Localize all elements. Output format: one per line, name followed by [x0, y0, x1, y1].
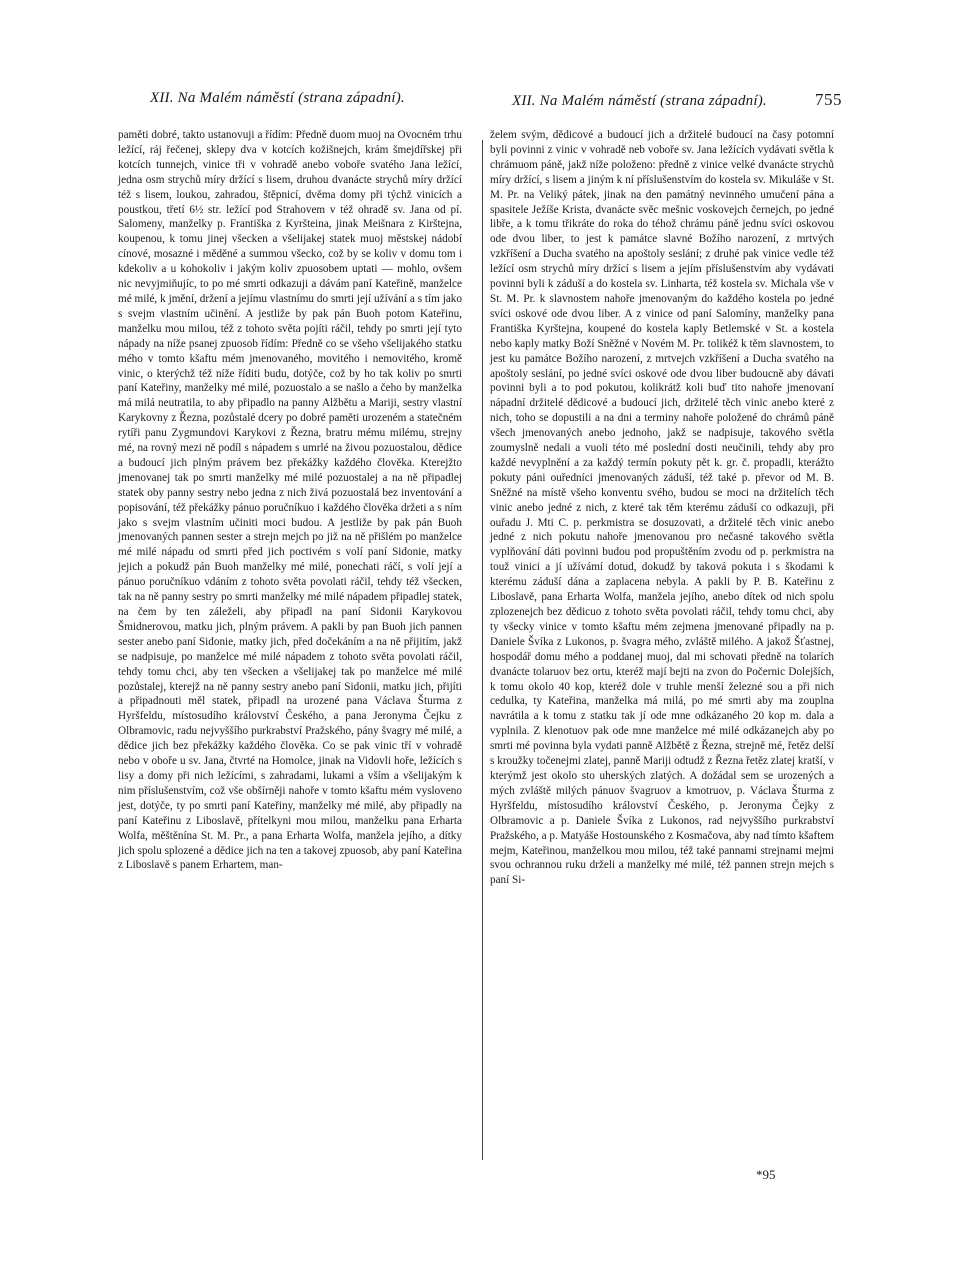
- right-column: [490, 128, 834, 888]
- left-column: [118, 128, 462, 873]
- running-head-left: [150, 90, 480, 107]
- left-column-text: paměti dobré, takto ustanovuji a řídím: Předně duom muoj na Ovocném trhu ležící, ráj řečenej, sklepy dva v kotcích kožišnejch, krám šmejdířskej při kotcích tunnejch, vinice tři v vohradě anebo voboře svatého Jana ležící, jedna osm strychů míry držící s lisem, druhou dvanácte strychů míry držící též s lisem, loukou, zahradou, štěpnicí, dvěma domy při týchž vinicích a poustkou, třetí 6½ str. ležící pod Strahovem v též ohradě sv. Jana od pí. Salomeny, manželky p. Františka z Kyršteina, jinak Meišnara z Kirštejna, koupenou, k tomu jinej všecken a všelijakej statek muoj městskej nádobí cínové, mosazné i měděné a summou všecko, což by se koliv v domu tom i kdekoliv a u kohokoliv i jakým koliv zpuosobem uptati — mohlo, ovšem nic nevyjmiňujíc, to po mé smrti odkazuji a dávám paní Kateřině, manželce mé milé, k jmění, držení a jejímu vlastnímu do smrti její užívání a s tím jako s svejm vlastním učinění. A jestliže by pak pán Buoh potom Kateřinu, manželku mou milou, též z tohoto světa pojíti ráčil, tehdy po smrti její tyto nápady na níže psanej zpuosob řídím: Předně co se všeho všelijakého statku mého v tomto kšaftu mém jmenovaného, movitého i nemovitého, kromě vinic, o kterýchž též níže říditi budu, dotýče, což by ho tak koliv po smrti paní Kateřiny, manželky mé milé, pozuostalo a se našlo a čeho by manželka má milá neutratila, to aby připadlo na panny Alžbětu a Mariji, sestry vlastní Karykovny z Řezna, pozůstalé dcery po dobré paměti urozeném a statečném rytíři panu Zygmundovi Karykovi z Řezna, bratru mému milému, strejny mé, na rovný mezi ně podíl s nápadem s umrlé na živou pozuostalou, dědice a budoucí jich plným právem bez překážky každého člověka. Kterejžto jmenovanej tak po smrti manželky mé milé pozuostalej a na ně připadlej statek oby panny sestry nebo jedna z nich živá pozuostalá bez inventování a popisování, též překážky pánuo poručníkuo i každého člověka držeti a s ním jako s svejm vlastním učiniti moci budou. A jestliže by pak pán Buoh jmenovaných pannen sester a strejn mejch po již na ně přišlém po manželce mé milé nápadu od smrti před jich poctivém s volí paní Sidonie, matky jejich a pokudž pán Buoh manželky mé milé, ponechati ráčí, s volí její a pánuo poručníkuo vdáním z tohoto světa povolati ráčil, tehdy též všecken, tak na ně panny sestry po smrti manželky mé milé nápadem připadlej statek, na čem by ten záleželi, aby připadl na paní Sidonii Karykovou Šmidnerovou, matku jich, plným právem. A pakli by pan Buoh jich pannen sester anebo paní Sidonie, matky jich, před dočekáním a na ně přijitím, jakž se nadpisuje, po manželce mé milé nápadem z tohoto světa povolati ráčil, tehdy tomu chci, aby ten všecken a všelijakej tak po manželce mé milé pozůstalej, kterejž na ně panny sestry anebo paní Sidonii, matku jich, přijíti a připadnouti měl statek, připadl na urozené pana Václava Šturma z Hyršfeldu, místosudího království Českého, a pana Jeronyma Čejku z Olbramovic, radu nejvyššího purkrabství Pražského, pány švagry mé milé, a dědice jich bez překážky každého člověka. Co se pak vinic tří v vohradě nebo v oboře u sv. Jana, čtvrté na Homolce, jinak na Vidovli hoře, ležících s lisy a domy při nich ležícími, s zahradami, lukami a vším a všelijakým k nim příslušenstvím, což vše obšírněji nahoře v tomto kšaftu mém vysloveno jest, dotýče, ty po smrti paní Kateřiny, manželky mé milé, aby připadly na paní Kateřinu z Liboslavě, přítelkyni mou milou, manželku pana Erharta Wolfa, měštěnína St. M. Pr., a pana Erharta Wolfa, manžela jejího, a dítky jich spolu splozené a dědice jich na ten a takovej zpuosob, aby paní Kateřina z Liboslavě s panem Erhartem, man-: [118, 129, 462, 872]
- running-head-right-text: XII. Na Malém náměstí (strana západní).: [512, 93, 767, 109]
- column-divider: [482, 140, 483, 1160]
- page-number: 755: [815, 90, 842, 109]
- signature-mark: *95: [756, 1167, 776, 1182]
- running-head-right: [512, 90, 842, 110]
- right-column-text: želem svým, dědicové a budoucí jich a držitelé budoucí na časy potomní byli povinni z vinic v vohradě neb voboře sv. Jana ležících vydávati světla k chrámuom páně, jakž níže položeno: předně z vinice velké dvanácte strychů míry držící, s lisem a jiným k ní příslušenstvím do kostela sv. Mikuláše v St. M. Pr. na Veliký pátek, jinak na den památný nevinného umučení pána a spasitele Ježíše Krista, dvanácte svěc mešnic voskovejch černejch, po jedné libře, a k tomu třikráte do roka do téhož chrámu páně jednu svíci oskovou ode dvou liber, to jest k památce slavné Božího narození, z mrtvých vzkříšení a Ducha svatého na apoštoly seslání; z druhé pak vinice vedle též ležící osm strychů míry držící s lisem a jejím příslušenstvím aby vydávati povinni byli k záduší a do kostela sv. Linharta, též kostela sv. Michala vše v St. M. Pr. k slavnostem nahoře jmenovaným do každého kostela po jedné svíci oskové ode dvou liber. A z vinice od paní Salomíny, manželky pana Františka Kyrštejna, koupené do kostela kaply Betlemské v St. a kostela nebo kaply matky Boží Sněžné v Novém M. Pr. tolikéž k těm slavnostem, to jest ku památce Božího narození, z mrtvejch vzkříšení a Ducha svatého na apoštoly seslání, po jedné svíci oskové ode dvou liber budoucně aby dávati povinni byli a to pod pokutou, kolikrátž koli buď tito nahoře jmenovaní nápadní držitelé dědicové a budoucí jich, držitelé těch vinic anebo které z nich, toho se dopustili a na dni a terminy nahoře položené do chrámů páně všech jmenovaných anebo jednoho, jakž se nadpisuje, takového světla zoumyslně nedali a vuoli této mé poslední dosti neučinili, tehdy aby pro každé nevyplnění a za každý termín pokuty pět k. gr. č. propadli, kterážto pokuty páni ouředníci jmenovaných záduší, též také p. převor od M. B. Sněžné na místě všeho konventu svého, budou se moci na držitelích těch vinic anebo jedné z nich, z které tak těm kterému záduší co odkazuji, při ouřadu J. Mti C. p. perkmistra se dosuzovati, a držitelé těch vinic anebo jedné z nich pokutu nahoře jmenovanou pro nečasné takového světla vyplňování dáti povinni budou pod propuštěním zvodu od p. perkmistra na touž vinici a jí užívámí dotud, dokudž by taková pokuta i s škodami k kterému záduší dána a zaplacena nebyla. A pakli by P. B. Kateřinu z Liboslavě, pana Erharta Wolfa, manžela jejího, anebo dítek od nich spolu zplozenejch bez dědicuo z tohoto světa povolati ráčil, tehdy tomu chci, aby ty všecky vinice v tomto kšaftu mém zejmena jmenované připadly na p. Daniele Švíka z Lukonos, p. švagra mého, zvláště milého. A jakož Šťastnej, hospodář domu mého a poddanej muoj, dal mi schovati předně na tolarích dvanácte tolaruov bez ortu, kteréž mají bejti na zvon do Počernic Dolejších, k tomu okolo 40 kop, kteréž dole v truhle menší železné sou a při nich cedulka, ty Kateřina, manželka má milá, po mé smrti aby ma zouplna navrátila a k tomu z statku tak jí ode mne odkázaného 20 kop m. dala a vyplnila. Z klenotuov pak ode mne manželce mé milé odkázanejch aby po smrti mé povinna byla vydati panně Alžbětě z Řezna, strejně mé, řetěz delší s kroužky točenejmi zlatej, panně Mariji odtudž z Řezna řetěz zlatej kratší, v kterýmž jest okolo sto uherských zlatých. A dožádal sem se urozených a mých zvláště milých pánuov švagruov a kmotruov, p. Václava Šturma z Hyršfeldu, místosudího království Českého, p. Jeronyma Čejky z Olbramovic a p. Daniele Švíka z Lukonos, rad nejvyššího purkrabství Pražského, a p. Matyáše Hostounského z Kosmačova, aby nad tímto kšaftem mejm, Kateřinou, manželkou mou milou, též také pannami strejnami mejmi svou ochrannou ruku drželi a manželky mé milé, též pannen strejn mejch s paní Si-: [490, 129, 834, 887]
- running-head-left-text: XII. Na Malém náměstí (strana západní).: [150, 90, 405, 106]
